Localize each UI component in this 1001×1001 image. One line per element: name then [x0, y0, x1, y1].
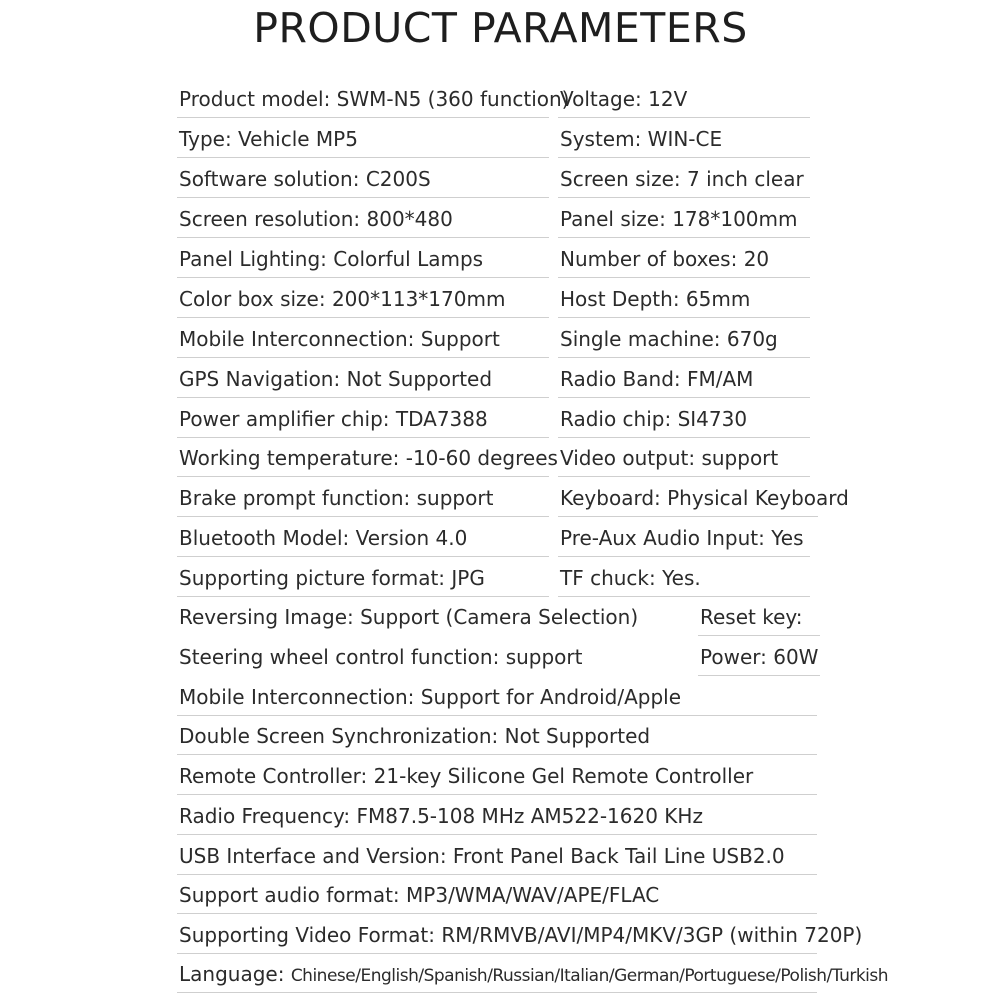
language-label: Language:	[179, 962, 285, 986]
spec-right: Power: 60W	[700, 637, 818, 677]
spec-left: Type: Vehicle MP5	[179, 119, 358, 159]
spec-left: GPS Navigation: Not Supported	[179, 359, 492, 399]
spec-right: Radio Band: FM/AM	[560, 359, 753, 399]
spec-left: Panel Lighting: Colorful Lamps	[179, 239, 483, 279]
spec-left: Brake prompt function: support	[179, 478, 493, 518]
spec-full: Support audio format: MP3/WMA/WAV/APE/FLAC	[179, 875, 659, 915]
spec-left: Bluetooth Model: Version 4.0	[179, 518, 467, 558]
language-value: Chinese/English/Spanish/Russian/Italian/German/Portuguese/Polish/Turkish	[290, 966, 889, 986]
spec-right: Voltage: 12V	[560, 79, 687, 119]
page-title: PRODUCT PARAMETERS	[253, 4, 748, 52]
spec-right: Keyboard: Physical Keyboard	[560, 478, 849, 518]
spec-right: TF chuck: Yes.	[560, 558, 701, 598]
spec-language	[179, 954, 888, 994]
spec-right: Reset key:	[700, 597, 803, 637]
spec-left: Steering wheel control function: support	[179, 637, 691, 677]
spec-right: System: WIN-CE	[560, 119, 722, 159]
spec-right: Radio chip: SI4730	[560, 399, 747, 439]
spec-right: Video output: support	[560, 438, 778, 478]
spec-full: Double Screen Synchronization: Not Supported	[179, 716, 650, 756]
spec-left: Product model: SWM-N5 (360 function)	[179, 79, 570, 119]
spec-left: Mobile Interconnection: Support	[179, 319, 500, 359]
spec-left: Screen resolution: 800*480	[179, 199, 453, 239]
spec-right: Host Depth: 65mm	[560, 279, 750, 319]
spec-left: Power amplifier chip: TDA7388	[179, 399, 488, 439]
spec-left: Reversing Image: Support (Camera Selection)	[179, 597, 691, 637]
spec-right: Single machine: 670g	[560, 319, 778, 359]
spec-full: Remote Controller: 21-key Silicone Gel Remote Controller	[179, 756, 753, 796]
spec-right: Panel size: 178*100mm	[560, 199, 798, 239]
spec-left: Software solution: C200S	[179, 159, 431, 199]
spec-full: Supporting Video Format: RM/RMVB/AVI/MP4/MKV/3GP (within 720P)	[179, 915, 862, 955]
spec-right: Pre-Aux Audio Input: Yes	[560, 518, 804, 558]
spec-full: Radio Frequency: FM87.5-108 MHz AM522-1620 KHz	[179, 796, 703, 836]
spec-left: Supporting picture format: JPG	[179, 558, 485, 598]
spec-left: Working temperature: -10-60 degrees	[179, 438, 558, 478]
spec-left: Color box size: 200*113*170mm	[179, 279, 505, 319]
spec-full: USB Interface and Version: Front Panel Back Tail Line USB2.0	[179, 836, 785, 876]
spec-right: Screen size: 7 inch clear	[560, 159, 804, 199]
spec-right: Number of boxes: 20	[560, 239, 769, 279]
spec-full: Mobile Interconnection: Support for Android/Apple	[179, 677, 681, 717]
